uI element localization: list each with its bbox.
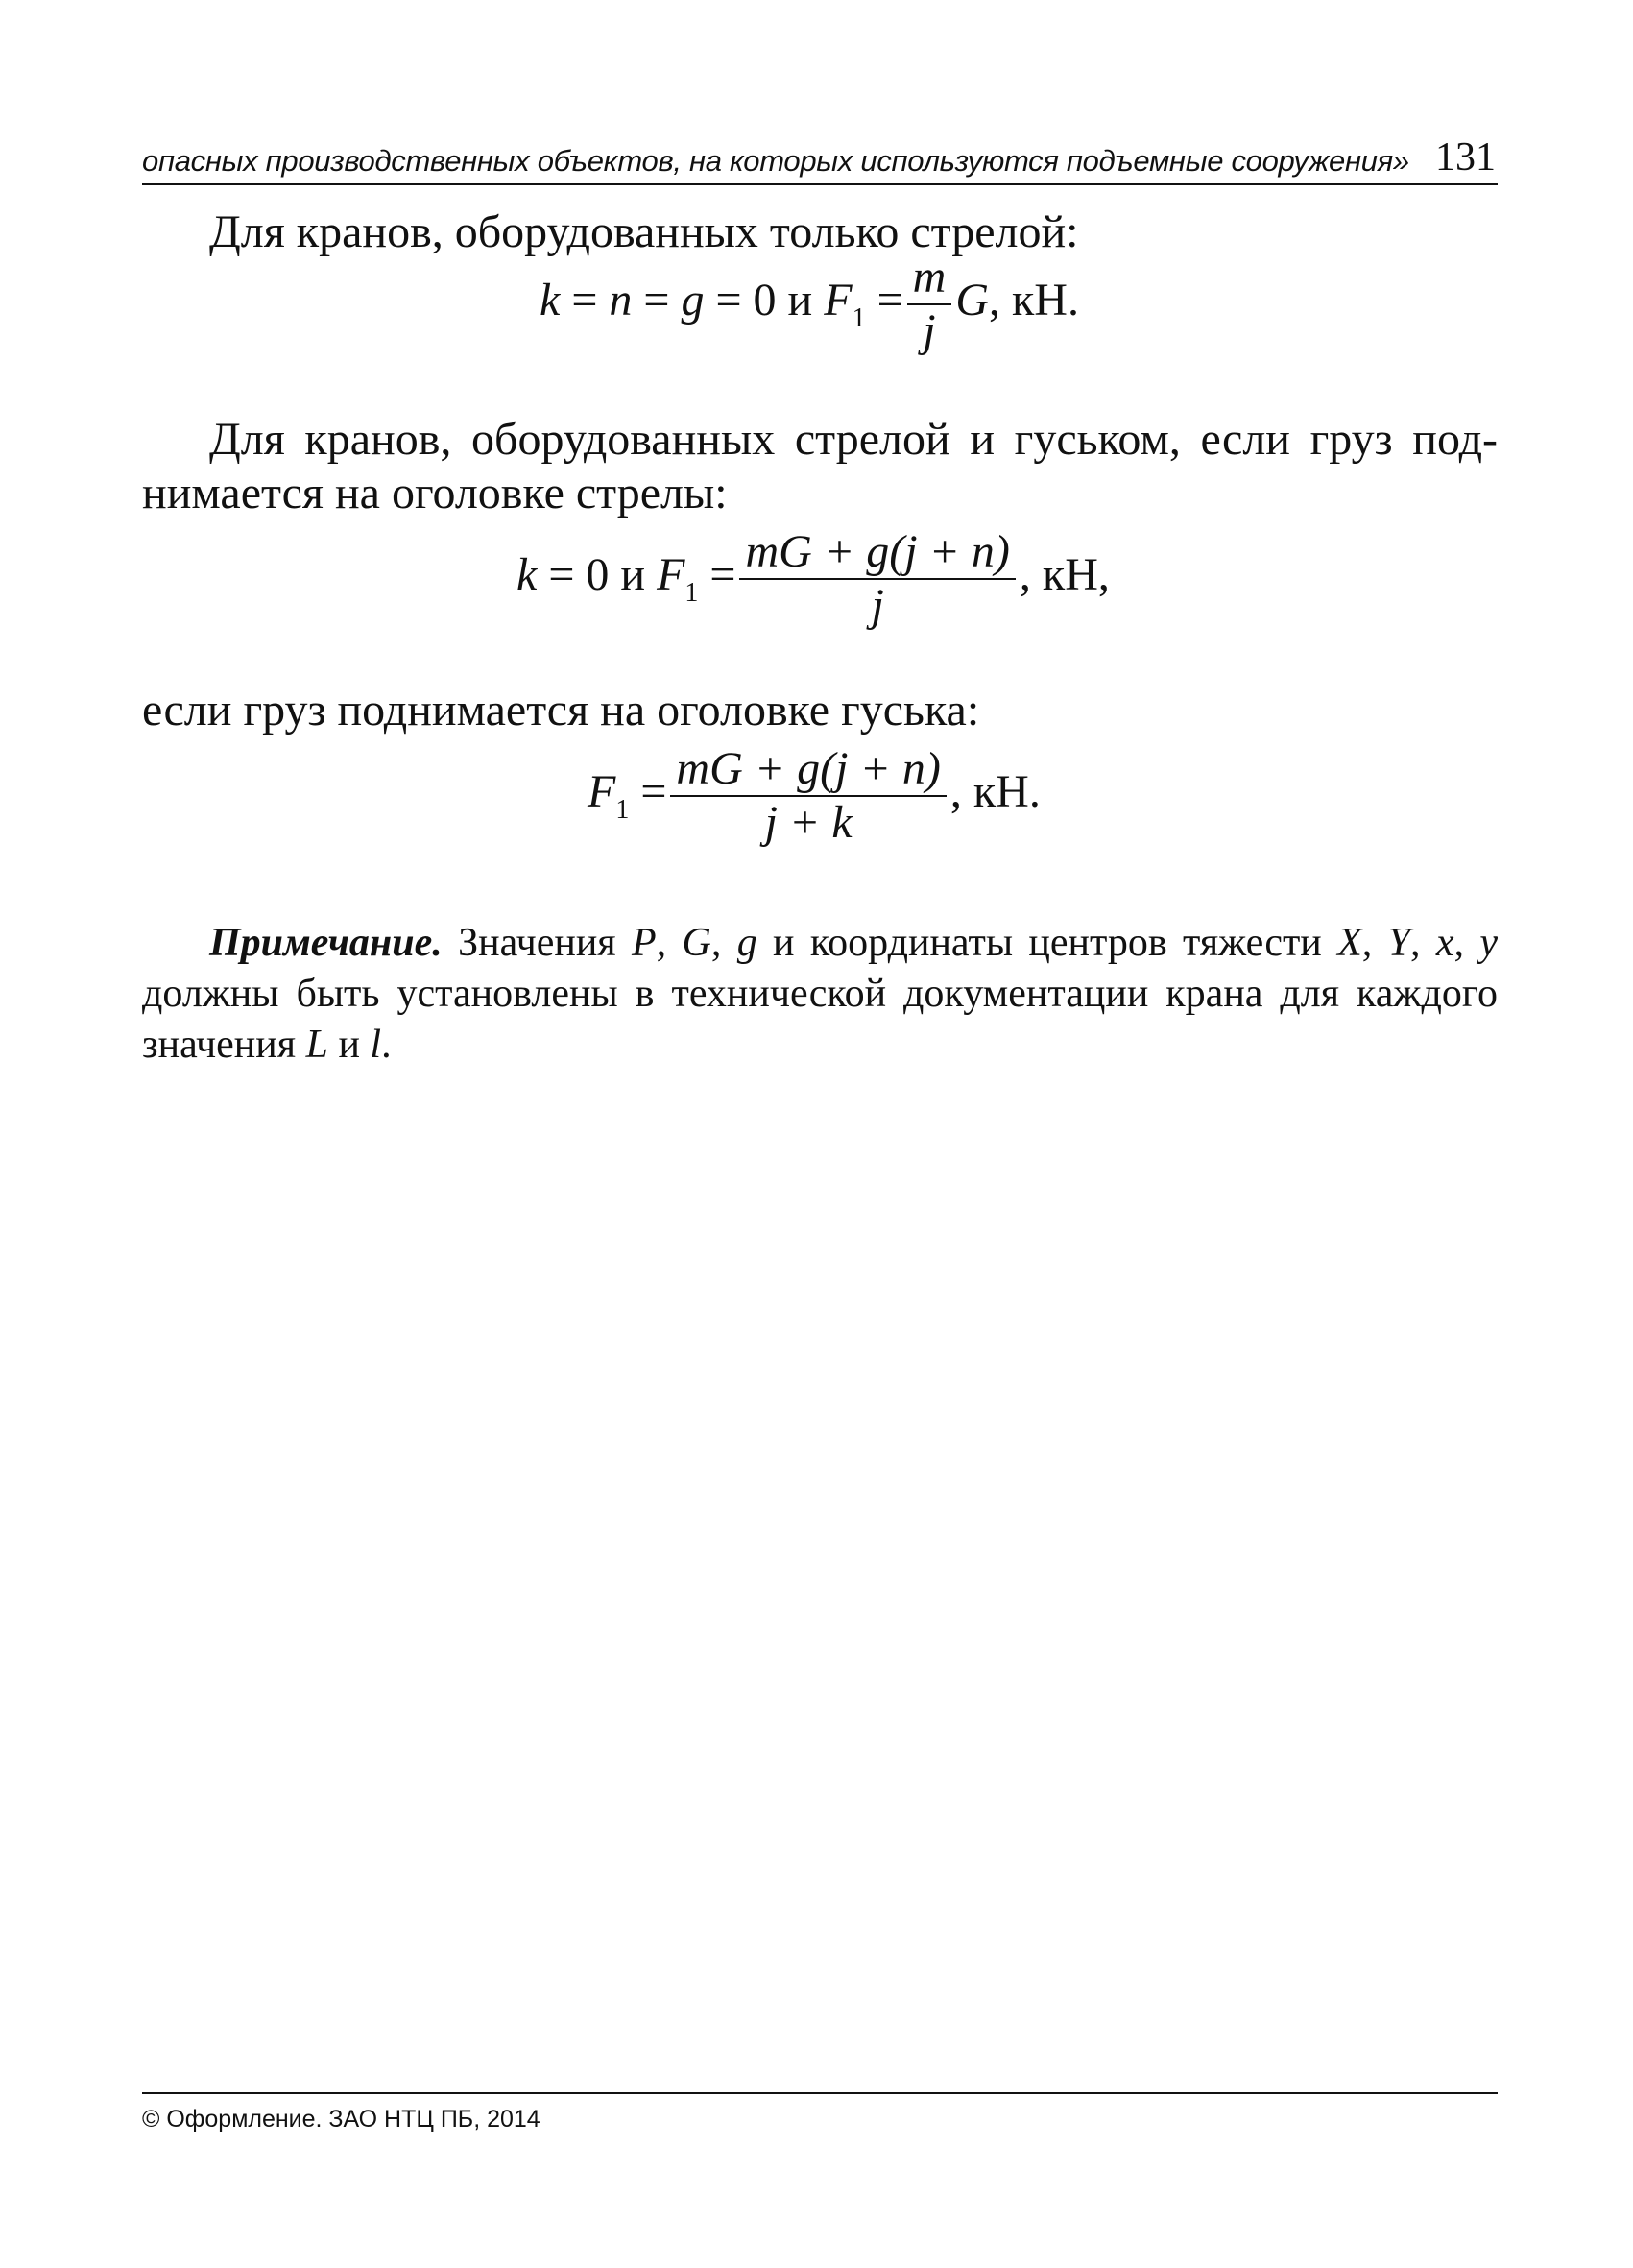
- formula-boom-head: [516, 526, 1110, 632]
- paragraph-boom-only: Для кранов, оборудованных только стрелой:: [209, 206, 1079, 257]
- header-rule: [142, 183, 1498, 185]
- fraction: [670, 743, 946, 849]
- paragraph-boom-jib-line2: нимается на оголовке стрелы:: [142, 468, 728, 519]
- unit: , кН.: [988, 275, 1079, 326]
- comma: ,: [1453, 921, 1480, 965]
- var-y: y: [1479, 921, 1499, 965]
- conjunction: и: [609, 549, 658, 601]
- comma: ,: [656, 921, 683, 965]
- var-L: L: [305, 1023, 328, 1067]
- var-g: g: [681, 275, 705, 326]
- numerator: mG + g(j + n): [745, 526, 1010, 577]
- var-n: n: [609, 275, 633, 326]
- equals-sign: =: [632, 275, 682, 326]
- var-F: F: [824, 275, 853, 326]
- equals-sign: =: [629, 766, 667, 818]
- copyright-notice: © Оформление. ЗАО НТЦ ПБ, 2014: [142, 2106, 540, 2133]
- var-l: l: [370, 1023, 382, 1067]
- zero: 0: [586, 549, 610, 601]
- fraction: [739, 526, 1015, 632]
- running-title: опасных производственных объектов, на которых используются подъемные сооружения»: [142, 144, 1409, 178]
- var-Y: Y: [1387, 921, 1411, 965]
- var-G: G: [682, 921, 711, 965]
- note-text: и: [327, 1023, 371, 1067]
- equals-sign: =: [537, 549, 587, 601]
- unit: , кН.: [949, 766, 1041, 818]
- formula-boom-only: [540, 252, 1079, 357]
- formula-jib-head: [588, 743, 1041, 849]
- note: [142, 918, 1498, 1071]
- note-label: Примечание.: [209, 921, 443, 965]
- comma: ,: [710, 921, 737, 965]
- note-text: и координаты центров тяжести: [756, 921, 1338, 965]
- comma: ,: [1410, 921, 1436, 965]
- period: .: [381, 1023, 392, 1067]
- equals-sign: =: [560, 275, 610, 326]
- numerator: m: [912, 252, 947, 302]
- subscript: 1: [852, 303, 866, 334]
- var-X: X: [1337, 921, 1362, 965]
- var-F: F: [657, 549, 685, 601]
- var-g: g: [736, 921, 757, 965]
- equals-sign: =: [865, 275, 903, 326]
- var-k: k: [540, 275, 561, 326]
- subscript: 1: [684, 578, 699, 609]
- zero: 0: [753, 275, 777, 326]
- unit: , кН,: [1019, 549, 1110, 601]
- fraction: [907, 252, 952, 357]
- numerator: mG + g(j + n): [676, 743, 941, 794]
- comma: ,: [1361, 921, 1388, 965]
- equals-sign: =: [704, 275, 754, 326]
- footer-rule: [142, 2092, 1498, 2094]
- note-text: Значения: [442, 921, 632, 965]
- denominator: j: [871, 580, 884, 631]
- var-F: F: [588, 766, 616, 818]
- var-G: G: [955, 275, 989, 326]
- var-x: x: [1435, 921, 1454, 965]
- var-P: P: [631, 921, 657, 965]
- denominator: j + k: [764, 797, 853, 848]
- conjunction: и: [776, 275, 825, 326]
- equals-sign: =: [698, 549, 736, 601]
- paragraph-boom-jib-line1: Для кранов, оборудованных стрелой и гуськом, если груз под-: [209, 414, 1498, 465]
- denominator: j: [923, 305, 936, 356]
- paragraph-jib-head: если груз поднимается на оголовке гуська:: [142, 685, 980, 736]
- running-header: [142, 133, 1498, 186]
- page-number: 131: [1435, 135, 1496, 180]
- var-k: k: [516, 549, 538, 601]
- subscript: 1: [615, 795, 630, 826]
- note-text: должны быть установлены в технической документации крана для каждого значения: [142, 972, 1498, 1067]
